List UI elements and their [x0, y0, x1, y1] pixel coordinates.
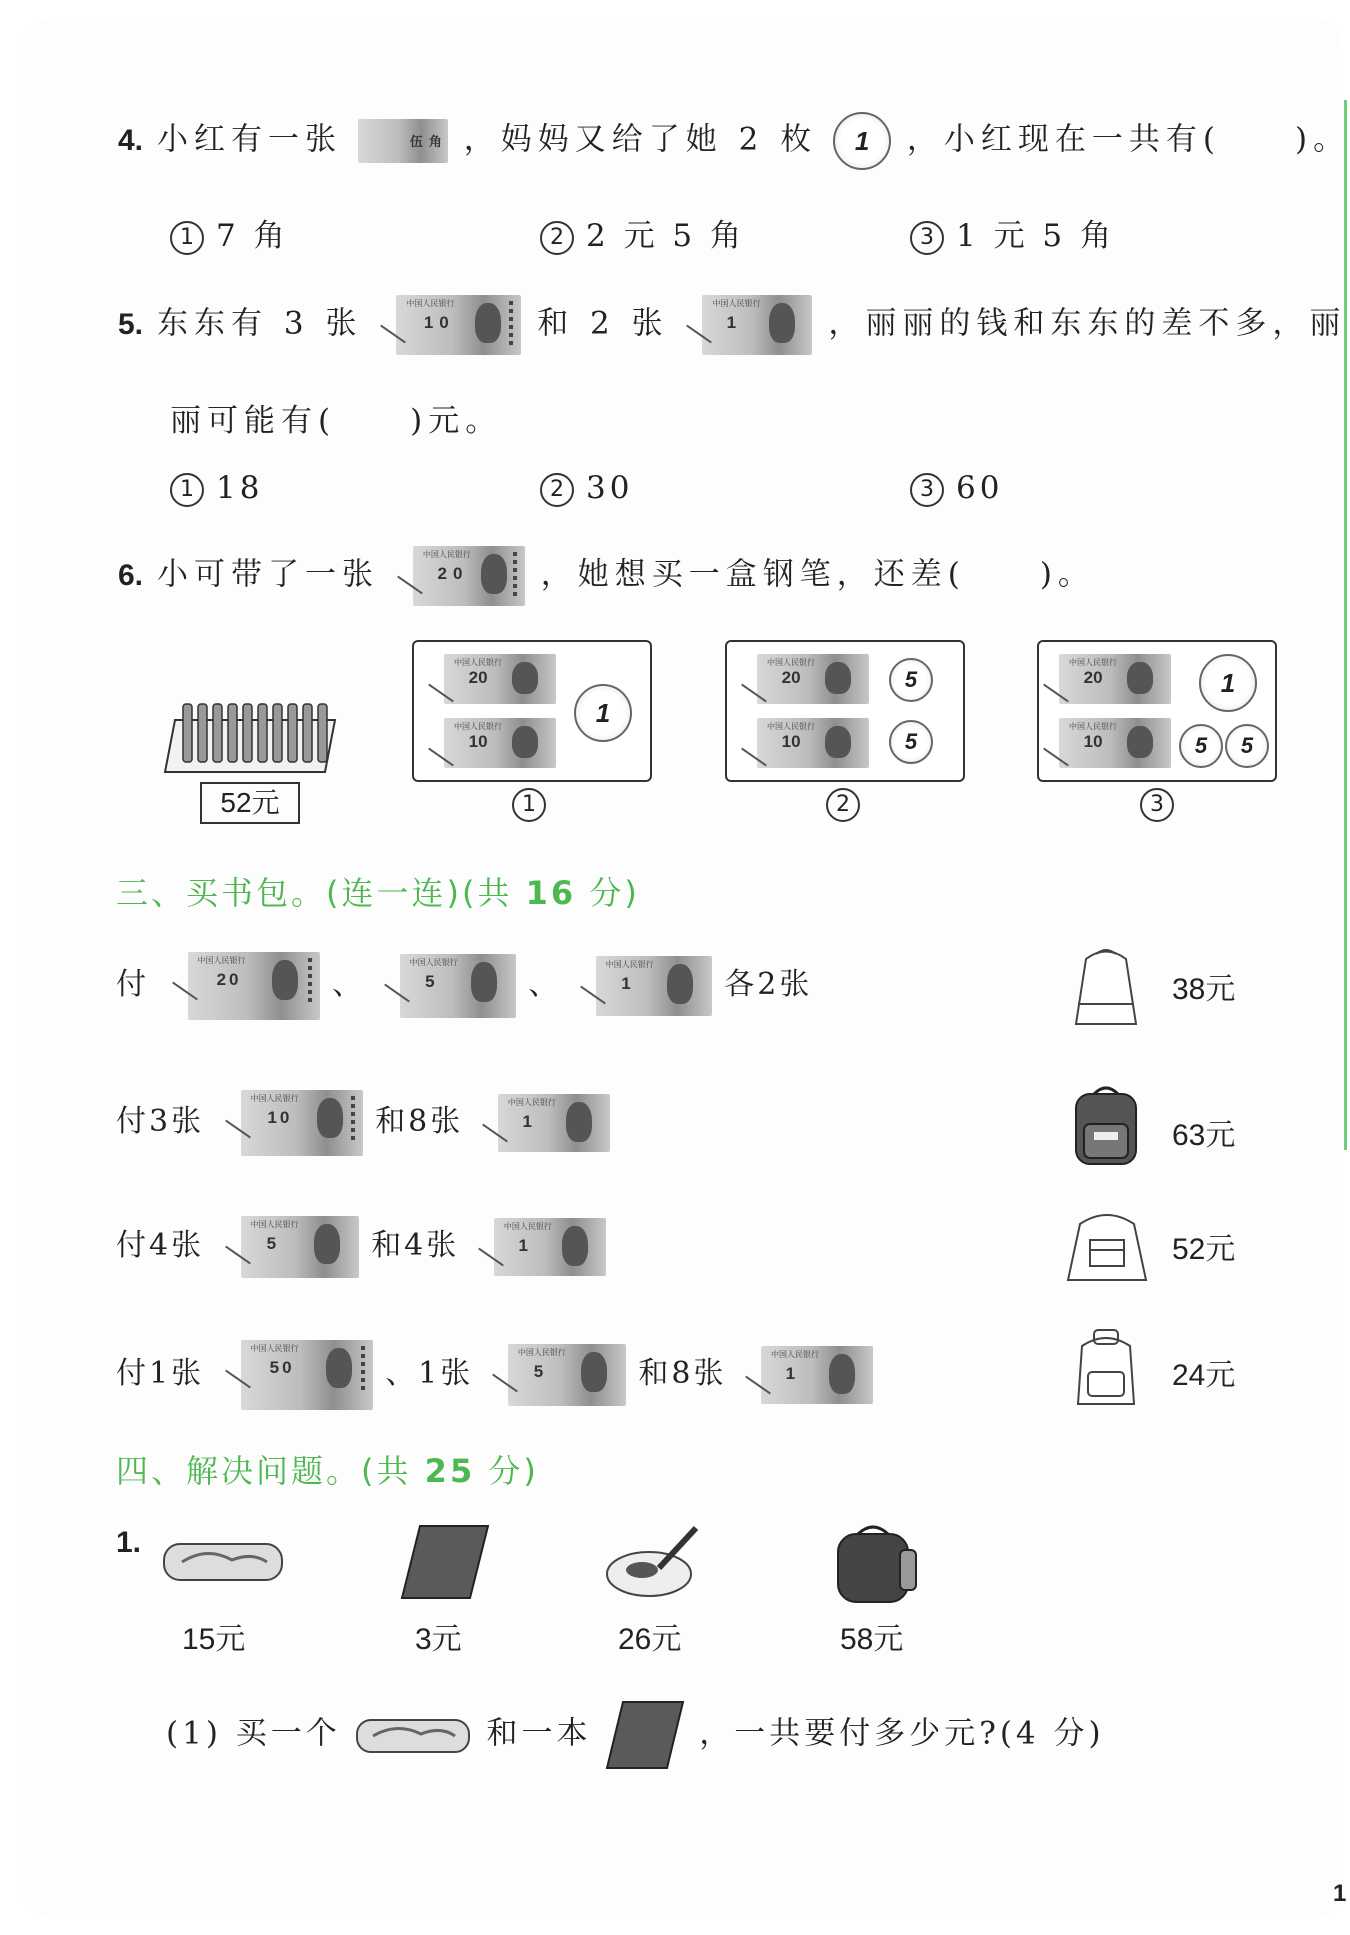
question-number: 6.: [118, 558, 144, 592]
one-yuan-coin-image: 1: [574, 684, 632, 742]
twenty-yuan-note-image: 中国人民银行 20: [1059, 654, 1171, 704]
ten-yuan-note-image: 中国人民银行 10: [396, 295, 521, 355]
bag-price-3[interactable]: 52元: [1172, 1233, 1236, 1266]
bag-row-3[interactable]: 付4张 中国人民银行 5 和4张 中国人民银行 1: [116, 1216, 606, 1278]
bag-row-2[interactable]: 付3张 中国人民银行 10 和8张 中国人民银行 1: [116, 1090, 610, 1156]
bag-row-1[interactable]: 付 中国人民银行 20 、 中国人民银行 5 、 中国人民银行 1 各2张: [116, 952, 812, 1020]
q6-option-1-mark: 1: [512, 788, 558, 822]
one-yuan-note-image: 中国人民银行 1: [702, 295, 812, 355]
q6-option-2-box[interactable]: [725, 640, 965, 782]
backpack-3-icon: [1062, 1204, 1152, 1290]
pen-box-price: 52元: [200, 782, 300, 824]
one-yuan-coin-image: 1: [833, 112, 891, 170]
question-text: ，妈妈又给了她 2 枚: [463, 121, 818, 158]
q5-option-2[interactable]: 2 30: [540, 470, 633, 507]
q6-option-3-mark: 3: [1140, 788, 1186, 822]
large-backpack-icon: [830, 1520, 920, 1606]
q6-option-2-mark: 2: [826, 788, 872, 822]
twenty-yuan-note-image: 中国人民银行 20: [444, 654, 556, 704]
one-yuan-note-image: 中国人民银行 1: [596, 956, 712, 1016]
bag-price-4[interactable]: 24元: [1172, 1359, 1236, 1392]
item-price-3: 26元: [618, 1623, 682, 1656]
margin-line: [1344, 100, 1347, 1150]
ten-yuan-note-image: 中国人民银行 10: [444, 718, 556, 768]
notebook-icon: [605, 1700, 685, 1770]
q4-option-3[interactable]: 3 1 元 5 角: [910, 210, 1115, 255]
pencil-case-icon: [162, 1536, 286, 1586]
twenty-yuan-note-image: 中国人民银行 20: [413, 546, 525, 606]
question-5: [118, 295, 1346, 355]
ten-yuan-note-image: 中国人民银行 10: [757, 718, 869, 768]
five-jiao-coin-image: 5: [1179, 724, 1223, 768]
backpack-4-icon: [1066, 1324, 1146, 1410]
twenty-yuan-note-image: 中国人民银行 20: [188, 952, 320, 1020]
five-jiao-coin-image: 5: [1225, 724, 1269, 768]
question-text: 和 2 张: [537, 305, 669, 342]
one-yuan-note-image: 中国人民银行 1: [494, 1218, 606, 1276]
question-text: ，小红现在一共有( )。: [906, 121, 1350, 158]
q6-option-1-box[interactable]: [412, 640, 652, 782]
page-number: 1: [1333, 1880, 1347, 1907]
question-4: [118, 112, 1350, 170]
backpack-1-icon: [1066, 944, 1146, 1030]
palette-icon: [604, 1522, 704, 1602]
bag-price-2[interactable]: 63元: [1172, 1119, 1236, 1152]
one-yuan-note-image: 中国人民银行 1: [761, 1346, 873, 1404]
question-text: 小红有一张: [157, 121, 343, 158]
question-text: ，她想买一盒钢笔，还差( )。: [540, 556, 1095, 593]
ten-yuan-note-image: 中国人民银行 10: [241, 1090, 363, 1156]
five-jiao-note-image: 伍角: [358, 119, 448, 163]
q5-option-1[interactable]: 1 18: [170, 470, 263, 507]
bag-row-4[interactable]: 付1张 中国人民银行 50 、1张 中国人民银行 5 和8张 中国人民银行 1: [116, 1340, 873, 1410]
question-text: 小可带了一张: [157, 556, 380, 593]
item-price-4: 58元: [840, 1623, 904, 1656]
one-yuan-note-image: 中国人民银行 1: [498, 1094, 610, 1152]
q4-option-1[interactable]: 1 7 角: [170, 210, 289, 255]
q5-option-3[interactable]: 3 60: [910, 470, 1003, 507]
one-yuan-coin-image: 1: [1199, 654, 1257, 712]
question-number: 5.: [118, 307, 144, 341]
section-3-title: 三、买书包。(连一连)(共 16 分): [116, 874, 640, 912]
pencil-case-icon: [355, 1714, 473, 1756]
notebook-icon: [400, 1524, 490, 1600]
twenty-yuan-note-image: 中国人民银行 20: [757, 654, 869, 704]
problem-1-number: 1.: [116, 1526, 142, 1559]
bag-price-1[interactable]: 38元: [1172, 973, 1236, 1006]
q6-option-3-box[interactable]: [1037, 640, 1277, 782]
section-4-title: 四、解决问题。(共 25 分): [116, 1452, 539, 1490]
question-text: 东东有 3 张: [157, 305, 363, 342]
question-text: ，丽丽的钱和东东的差不多，丽: [828, 305, 1347, 342]
question-6: [118, 546, 1095, 606]
five-yuan-note-image: 中国人民银行 5: [400, 954, 516, 1018]
fifty-yuan-note-image: 中国人民银行 50: [241, 1340, 373, 1410]
item-price-1: 15元: [182, 1623, 246, 1656]
pen-box-icon: [165, 700, 335, 780]
item-price-2: 3元: [415, 1623, 462, 1656]
five-yuan-note-image: 中国人民银行 5: [508, 1344, 626, 1406]
five-jiao-coin-image: 5: [889, 720, 933, 764]
question-number: 4.: [118, 123, 144, 157]
five-yuan-note-image: 中国人民银行 5: [241, 1216, 359, 1278]
ten-yuan-note-image: 中国人民银行 10: [1059, 718, 1171, 768]
sub-question-1: (1) 买一个 和一本 ，一共要付多少元?(4 分): [166, 1700, 1105, 1770]
backpack-2-icon: [1066, 1082, 1146, 1168]
five-jiao-coin-image: 5: [889, 658, 933, 702]
q5-text-line2: 丽可能有( )元。: [170, 403, 503, 439]
q4-option-2[interactable]: 2 2 元 5 角: [540, 210, 745, 255]
